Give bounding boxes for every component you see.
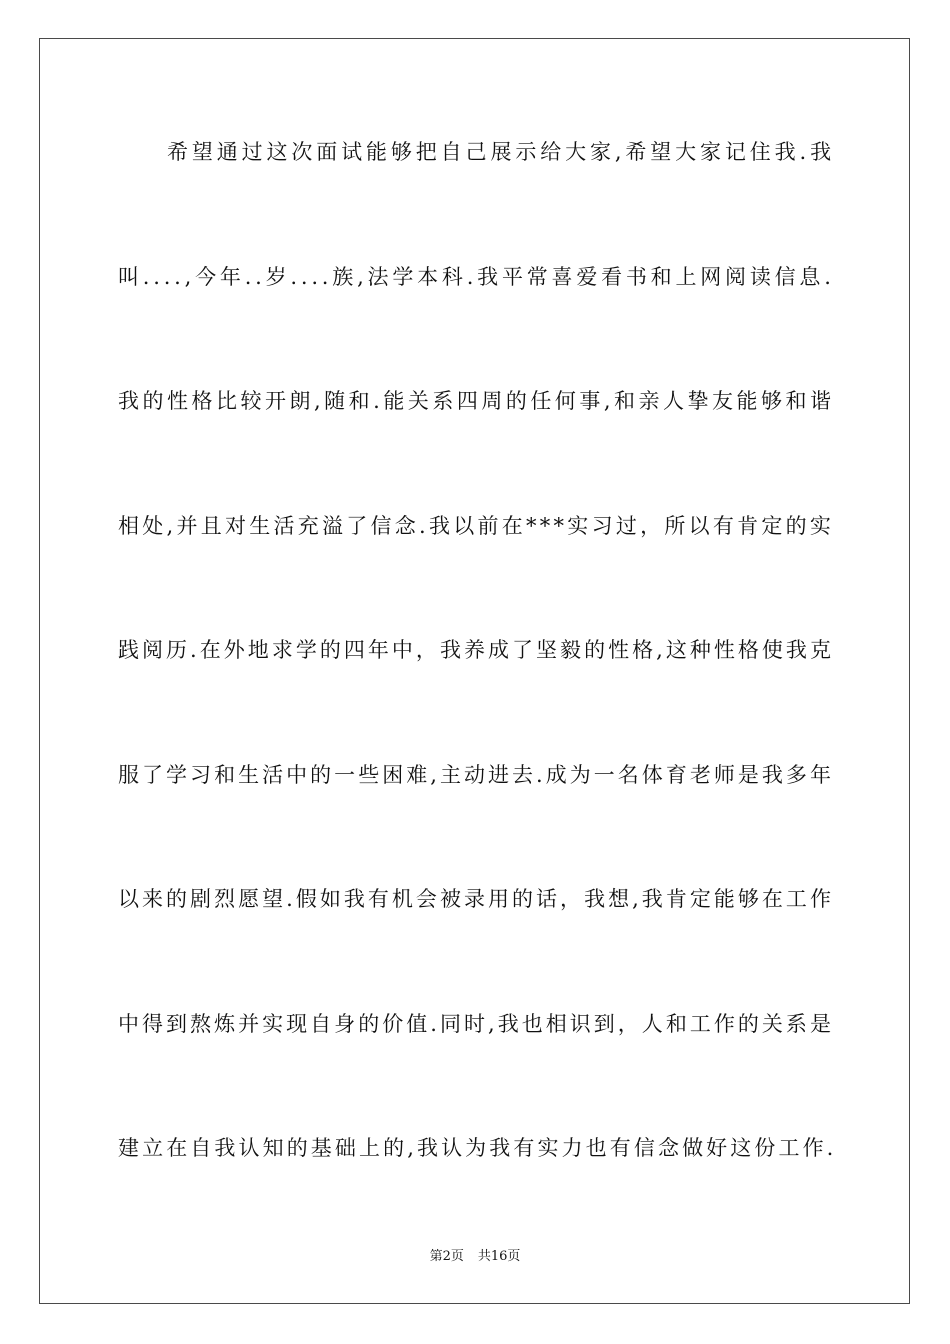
page-border [39,38,910,1304]
body-line-5: 践阅历.在外地求学的四年中，我养成了坚毅的性格,这种性格使我克 [118,638,834,662]
body-line-8: 中得到熬炼并实现自身的价值.同时,我也相识到，人和工作的关系是 [118,1012,834,1036]
page-footer [0,1245,950,1264]
body-line-2: 叫....,今年..岁....族,法学本科.我平常喜爱看书和上网阅读信息. [118,265,835,289]
body-line-7: 以来的剧烈愿望.假如我有机会被录用的话，我想,我肯定能够在工作 [118,887,834,911]
body-line-9: 建立在自我认知的基础上的,我认为我有实力也有信念做好这份工作. [118,1136,837,1160]
body-line-1: 希望通过这次面试能够把自己展示给大家,希望大家记住我.我 [167,140,835,164]
page-total: 共16页 [477,1249,521,1264]
body-line-4: 相处,并且对生活充溢了信念.我以前在***实习过，所以有肯定的实 [118,514,835,538]
page-number: 第2页 [429,1249,464,1264]
body-line-3: 我的性格比较开朗,随和.能关系四周的任何事,和亲人挚友能够和谐 [118,389,835,413]
body-line-6: 服了学习和生活中的一些困难,主动进去.成为一名体育老师是我多年 [118,763,834,787]
